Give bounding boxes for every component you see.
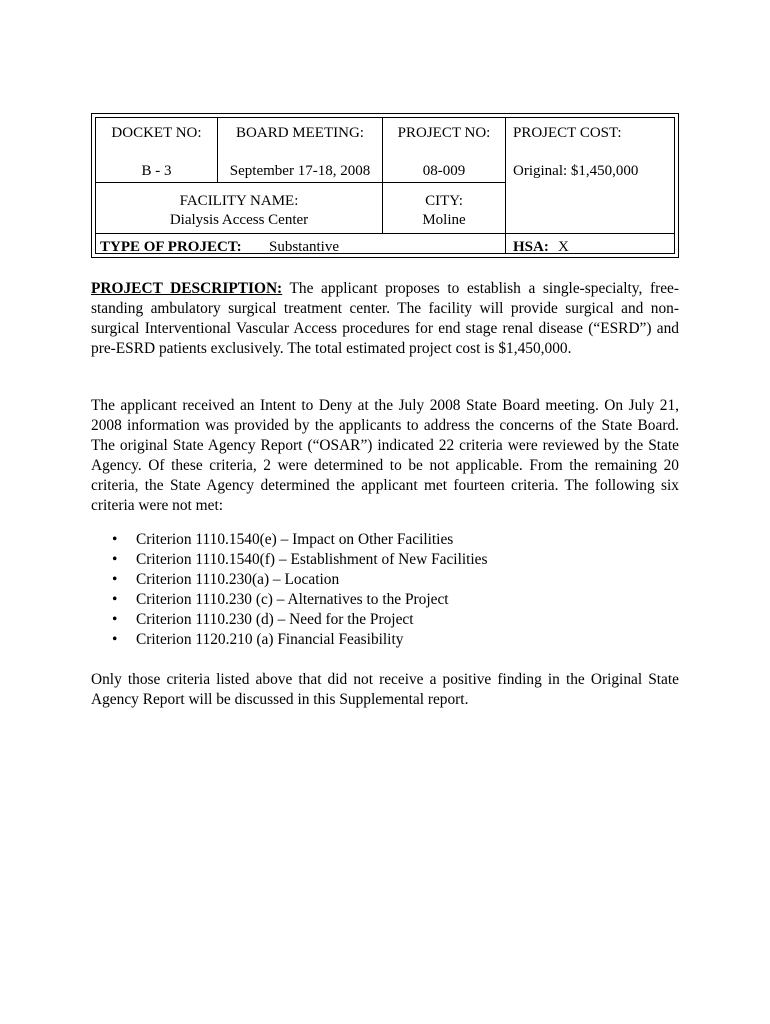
bullet-icon: • — [112, 531, 118, 548]
project-cost-value: Original: $1,450,000 — [513, 163, 639, 179]
criterion-text: Criterion 1110.230 (d) – Need for the Project — [136, 611, 414, 628]
intent-to-deny-paragraph: The applicant received an Intent to Deny at the July 2008 State Board meeting. On July 21, 2008 information was provided by the applicants to address the concerns of the State Board. The original State Agency Report (“OSAR”) indicated 22 criteria were reviewed by the State Agency. Of these criteria, 2 were determined to be not applicable. From the remaining 20 criteria, the State Agency determined the applicant met fourteen criteria. The following six criteria were not met: — [91, 397, 679, 514]
list-item — [91, 570, 679, 590]
list-item — [91, 630, 679, 650]
city-label: CITY: — [425, 193, 463, 209]
board-meeting-value: September 17-18, 2008 — [229, 163, 371, 179]
project-no-value: 08-009 — [422, 163, 466, 179]
hsa-value: X — [558, 239, 569, 255]
facility-name-value: Dialysis Access Center — [169, 212, 309, 228]
criterion-text: Criterion 1110.230(a) – Location — [136, 571, 340, 588]
project-no-label: PROJECT NO: — [397, 125, 491, 141]
facility-name-label: FACILITY NAME: — [179, 193, 299, 209]
project-description-text: The applicant proposes to establish a single-specialty, free-standing ambulatory surgical treatment center. The facility will provide surgical and non-surgical Interventional Vascular Access procedures for end stage renal disease (“ESRD”) and pre-ESRD patients exclusively. The total estimated project cost is $1,450,000. — [91, 280, 679, 357]
list-item — [91, 530, 679, 550]
board-meeting-label: BOARD MEETING: — [236, 125, 364, 141]
bullet-icon: • — [112, 611, 118, 628]
project-type-value: Substantive — [269, 239, 339, 255]
project-type-label: TYPE OF PROJECT: — [100, 239, 242, 255]
bullet-icon: • — [112, 591, 118, 608]
project-cost-label: PROJECT COST: — [513, 125, 622, 141]
bullet-icon: • — [112, 571, 118, 588]
closing-paragraph: Only those criteria listed above that did not receive a positive finding in the Original State Agency Report will be discussed in this Supplemental report. — [91, 671, 679, 708]
list-item — [91, 550, 679, 570]
bullet-icon: • — [112, 551, 118, 568]
bullet-icon: • — [112, 631, 118, 648]
docket-label: DOCKET NO: — [111, 125, 202, 141]
criteria-list — [91, 530, 679, 650]
city-value: Moline — [422, 212, 466, 228]
list-item — [91, 610, 679, 630]
list-item — [91, 590, 679, 610]
divider — [95, 233, 675, 234]
docket-value: B - 3 — [141, 163, 172, 179]
divider — [95, 182, 505, 183]
criterion-text: Criterion 1110.1540(e) – Impact on Other Facilities — [136, 531, 454, 548]
criterion-text: Criterion 1120.210 (a) Financial Feasibility — [136, 631, 404, 648]
hsa-label: HSA: — [513, 239, 549, 255]
criterion-text: Criterion 1110.230 (c) – Alternatives to the Project — [136, 591, 449, 608]
criterion-text: Criterion 1110.1540(f) – Establishment of New Facilities — [136, 551, 488, 568]
project-description — [91, 279, 679, 359]
project-description-label: PROJECT DESCRIPTION: — [91, 280, 283, 297]
